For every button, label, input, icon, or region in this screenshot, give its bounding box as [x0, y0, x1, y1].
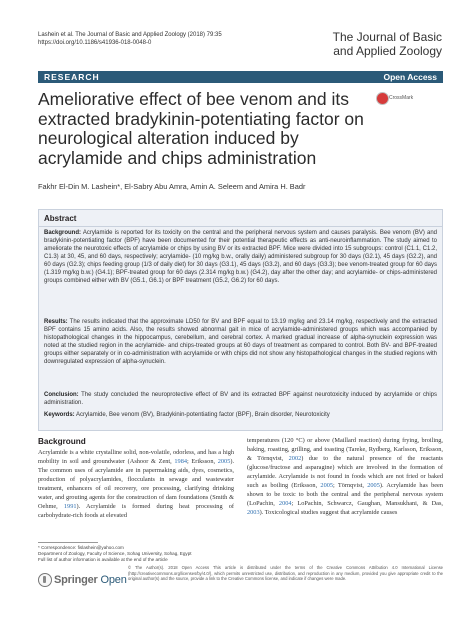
body-text: ; Törnqvist, [333, 481, 368, 489]
publisher-brand-suffix: Open [100, 574, 127, 586]
journal-name [333, 30, 442, 58]
citation-link[interactable]: 1991 [63, 502, 77, 510]
citation-link[interactable]: 2005 [217, 457, 231, 465]
body-text: ). Toxicological studies suggest that acrylamide causes [259, 508, 398, 516]
springer-open-logo [38, 572, 130, 588]
doi-link[interactable]: https://doi.org/10.1186/s41936-018-0048-0 [38, 40, 152, 46]
abstract-background [44, 229, 437, 285]
citation-link[interactable]: 2005 [320, 481, 334, 489]
body-column-left [38, 449, 234, 521]
conclusion-label: Conclusion: [44, 392, 79, 398]
keywords-text: Acrylamide, Bee venom (BV), Bradykinin-potentiating factor (BPF), Brain disorder, Neurotoxicity [76, 412, 330, 418]
abstract-conclusion [44, 391, 437, 407]
correspondence-footnote [38, 545, 234, 563]
article-title: Ameliorative effect of bee venom and its extracted bradykinin-potentiating factor on neurological alteration induced by acrylamide and chips administration [38, 89, 364, 168]
citation-link[interactable]: 1984 [174, 457, 187, 465]
body-text: ) due to the natural presence of the reactants (glucose/fructose and asparagine) which are involved in the formation of acrylamide. Acrylamide is not found in foods which are not fried or baked such as boiling (Eriksson, [247, 454, 443, 489]
background-label: Background: [44, 230, 82, 236]
citation-link[interactable]: 2004 [278, 499, 292, 507]
crossmark-badge[interactable] [376, 92, 416, 106]
crossmark-icon [376, 92, 389, 105]
citation-link[interactable]: 2003 [247, 508, 260, 516]
body-text: Acrylamide is a white crystalline solid, non-volatile, odorless, and has a high mobility in soil and groundwater (Ashoor & Zent, [38, 449, 234, 465]
correspondence-email[interactable]: * Correspondence: fislashein@yahoo.com [38, 545, 124, 550]
abstract-heading: Abstract [44, 214, 77, 223]
body-text: ; LoPachin, Schwarcz, Gaughan, Mansukhani, & Das, [291, 499, 443, 507]
abstract-divider [38, 226, 443, 227]
citation-link[interactable]: 2005 [367, 481, 380, 489]
body-text: ). The common uses of acrylamide are in papermaking aids, dyes, cosmetics, production of polyacrylamides, flocculants in sewage and wastewater treatment, enhancers of oil recovery, ore processing, clarifying drinking water, and grouting agents for the construction of dam foundations (Smith & Oehme, [38, 457, 235, 510]
publisher-brand: Springer [54, 574, 98, 586]
crossmark-label: CrossMark [389, 95, 414, 101]
body-text: temperatures (120 °C) or above (Maillard reaction) during frying, broiling, baking, roasting, grilling, and toasting (Tareke, Rydberg, Karlsson, Eriksson, & Törnqvist, [247, 437, 443, 462]
body-text: ). Acrylamide has been shown to be toxic to both the central and the peripheral nervous system (LoPachin, [247, 481, 443, 507]
affiliation: Department of Zoology, Faculty of Science, Sohag University, Sohag, Egypt [38, 551, 192, 556]
keywords-label: Keywords: [44, 412, 75, 418]
citation-header [38, 31, 222, 47]
publisher-wordmark [54, 574, 127, 586]
open-access-label: Open Access [383, 72, 437, 82]
journal-name-line2: and Applied Zoology [333, 44, 442, 58]
background-text: Acrylamide is reported for its toxicity on the central and the peripheral nervous system and causes paralysis. Bee venom (BV) and bradykinin-potentiating factor (BPF) have been documented for their potential therapeutic effects as anti-neuroinflammation. The study aimed to ameliorate the neurotoxic effects of acrylamide or chips by using BV or its extracted BPF. Mice were divided into 15 subgroups: control (C1.1, C1.2, C1.3) at 30, 45, and 60 days, respectively; acrylamide- (10 mg/kg b.w., orally daily) administered subgroup for 30 days (G2.1), 45 days (G2.2), and 60 days (G2.3); chips feeding group (1/3 of daily diet) for 30 days (G3.1), 45 days (G3.2), and 60 days (G3.3); bee venom-treated group for 60 days (1.319 mg/kg b.w.) (G4.1); BPF-treated group for 60 days (2.314 mg/kg b.w.) (G4.2), day after the other day; and acrylamide- or chips-administered groups combined either with BV (G5.1, G6.1) or BPF treatment (G5.2, G6.2) for 60 days. [44, 230, 438, 285]
springer-horse-icon [38, 573, 52, 587]
results-label: Results: [44, 319, 68, 325]
author-info-note: Full list of author information is available at the end of the article [38, 557, 168, 562]
citation-line: Lashein et al. The Journal of Basic and Applied Zoology (2018) 79:35 [38, 32, 222, 38]
journal-name-line1: The Journal of Basic [332, 30, 442, 44]
abstract-keywords [44, 411, 437, 419]
citation-link[interactable]: 2002 [288, 454, 302, 462]
results-text: The results indicated that the approximate LD50 for BV and BPF equal to 13.19 mg/kg and 23.14 mg/kg, respectively and the extracted BPF contains 15 amino acids. Also, the results showed abnormal gait in mice of acrylamide-administered groups which was accompanied by histopathological changes in the hippocampus, cerebellum, and cerebral cortex. A marked gradual increase of alpha-synuclein expression was noted at the studied region in the acrylamide- and chips-treated groups at 60 days of treatment as compared to control. Both BV- and BPF-treated groups either separately or in co-administration with acrylamide or with chips did not show any histopathological changes in the studied regions with downregulated expression of alpha-synuclein. [44, 319, 437, 366]
footnote-divider [38, 542, 98, 543]
section-heading: Background [38, 437, 86, 446]
author-list: Fakhr El-Din M. Lashein*, El-Sabry Abu Amra, Amin A. Seleem and Amira H. Badr [38, 182, 306, 191]
article-type-label: RESEARCH [44, 72, 100, 82]
license-statement: © The Author(s). 2018 Open Access This article is distributed under the terms of the Creative Commons Attribution 4.0 International License (http://creativecommons.org/licenses/by/4.0/), which permits unrestricted use, distribution, and reproduction in any medium, provided you give appropriate credit to the original author(s) and the source, provide a link to the Creative Commons license, and indicate if changes were made. [128, 565, 443, 582]
body-column-right [247, 437, 443, 518]
abstract-results [44, 318, 437, 366]
body-text: ). Acrylamide is formed during heat processing of carbohydrate-rich foods at elevated [38, 502, 234, 519]
article-type-bar [38, 71, 443, 83]
body-text: ; Eriksson, [187, 457, 218, 465]
conclusion-text: The study concluded the neuroprotective effect of BV and its extracted BPF against neurotoxicity induced by acrylamide or chips administration. [44, 392, 437, 407]
